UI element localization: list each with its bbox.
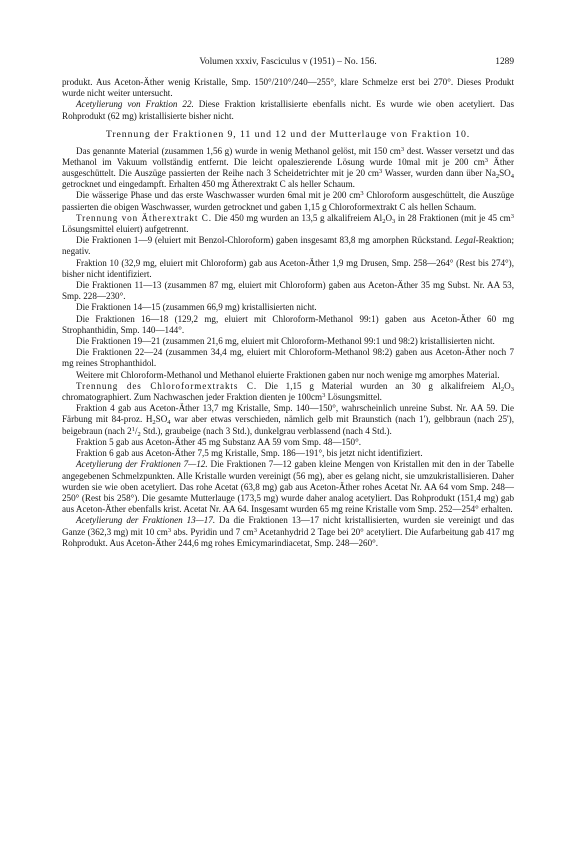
paragraph-trennung-aetherextrakt: Trennung von Ätherextrakt C. Die 450 mg wurden an 13,5 g alkalifreiem $Al_2O_3$ in 28 Fraktionen (mit je 45 $cm^3$ Lösungsmittel eluiert) aufgetrennt. bbox=[62, 212, 514, 235]
paragraph-fraktionen-19-21: Die Fraktionen 19—21 (zusammen 21,6 mg, eluiert mit Chloroform-Methanol 99:1 und 98:2) kristallisierten nicht. bbox=[76, 336, 495, 347]
paragraph-material: Das genannte Material (zusammen 1,56 g) wurde in wenig Methanol gelöst, mit 150 $cm^3$ dest. Wasser versetzt und das Methanol im Vakuum vollständig entfernt. Die leicht opaleszierende Lösung wurde 10mal mit je 200 $cm^3$ Äther ausgeschüttelt. Die Auszüge passierten der Reihe nach 3 Scheidetrichter mit je 20 $cm^3$ Wasser, wurden dann über $Na_2SO_4$ getrocknet und eingedampft. Erhalten 450 mg Ätherextrakt C als heller Schaum. bbox=[62, 145, 514, 190]
running-head bbox=[62, 57, 514, 71]
paragraph-fraktion-4: Fraktion 4 gab aus Aceton-Äther 13,7 mg Kristalle, Smp. 140—150°, wahrscheinlich unreine Subst. Nr. AA 59. Die Färbung mit 84-proz. $H_2SO_4$ war aber etwas verschieden, nämlich gelb mit Braunstich (nach 1'), gelbbraun (nach 25'), beigebraun (nach $2^1/_2$ Std.), graubeige (nach 3 Std.), dunkelgrau verblassend (nach 4 Std.). bbox=[62, 403, 514, 438]
paragraph-lead-italic: Acetylierung der Fraktionen 7—12. bbox=[76, 459, 208, 470]
run-in-heading: Trennung von Ätherextrakt C. bbox=[76, 212, 212, 223]
paragraph-lead-italic: Acetylierung von Fraktion 22. bbox=[76, 99, 194, 110]
paragraph-1: produkt. Aus Aceton-Äther wenig Kristalle, Smp. 150°/210°/240—255°, klare Schmelze erst bei 270°. Dieses Produkt wurde nicht weiter untersucht. bbox=[62, 77, 514, 99]
paragraph-acetylierung-13-17: Acetylierung der Fraktionen 13—17. Da die Fraktionen 13—17 nicht kristallisierten, wurden sie vereinigt und das Ganze (362,3 mg) mit 10 $cm^3$ abs. Pyridin und 7 $cm^3$ Acetanhydrid 2 Tage bei 20° acetyliert. Die Aufarbeitung gab 417 mg Rohprodukt. Aus Aceton-Äther 244,6 mg rohes Emicymarindiacetat, Smp. 248—260°. bbox=[62, 515, 514, 548]
running-title: Volumen xxxiv, Fasciculus v (1951) – No. 156. bbox=[199, 57, 377, 67]
paragraph-fraktion-10: Fraktion 10 (32,9 mg, eluiert mit Chloroform) gab aus Aceton-Äther 1,9 mg Drusen, Smp. 258—264° (Rest bis 274°), bisher nicht identifiziert. bbox=[62, 257, 514, 279]
paragraph-weitere-fraktionen: Weitere mit Chloroform-Methanol und Methanol eluierte Fraktionen gaben nur noch wenige mg amorphes Material. bbox=[76, 369, 500, 380]
paragraph-acetylierung-7-12: Acetylierung der Fraktionen 7—12. Die Fraktionen 7—12 gaben kleine Mengen von Kristallen mit den in der Tabelle angegebenen Schmelzpunkten. Alle Kristalle wurden vereinigt (56 mg), aber es gelang nicht, sie umzukristallisieren. Daher wurden sie wie oben acetyliert. Das rohe Acetat (63,8 mg) gab aus Aceton-Äther rohes Acetat Nr. AA 64 vom Smp. 248—250° (Rest bis 258°). Die gesamte Mutterlauge (173,5 mg) wurde daher analog acetyliert. Das Rohprodukt (151,4 mg) gab aus Aceton-Äther ebenfalls krist. Acetat Nr. AA 64. Insgesamt wurden 65 mg reine Kristalle vom Smp. 252—254° erhalten. bbox=[62, 459, 514, 515]
paragraph-lead-italic: Acetylierung der Fraktionen 13—17. bbox=[76, 515, 216, 526]
paragraph-fraktionen-14-15: Die Fraktionen 14—15 (zusammen 66,9 mg) kristallisierten nicht. bbox=[76, 302, 317, 313]
page-number: 1289 bbox=[495, 57, 514, 67]
paragraph-trennung-chloroformextrakt: Trennung des Chloroformextrakts C. Die 1,15 g Material wurden an 30 g alkalifreiem $Al_2O_3$ chromatographiert. Zum Nachwaschen jeder Fraktion dienten je $100cm^3$ Lösungsmittel. bbox=[62, 380, 514, 403]
paragraph-fraktionen-16-18: Die Fraktionen 16—18 (129,2 mg, eluiert mit Chloroform-Methanol 99:1) gaben aus Aceton-Äther 60 mg Strophanthidin, Smp. 140—144°. bbox=[62, 313, 514, 335]
paragraph-fraktionen-22-24: Die Fraktionen 22—24 (zusammen 34,4 mg, eluiert mit Chloroform-Methanol 98:2) gaben aus Aceton-Äther noch 7 mg reines Strophanthidol. bbox=[62, 347, 514, 369]
paragraph-fraktion-6: Fraktion 6 gab aus Aceton-Äther 7,5 mg Kristalle, Smp. 186—191°, bis jetzt nicht identifiziert. bbox=[76, 448, 423, 459]
section-heading: Trennung der Fraktionen 9, 11 und 12 und der Mutterlauge von Fraktion 10. bbox=[105, 128, 471, 140]
paragraph-fraktionen-11-13: Die Fraktionen 11—13 (zusammen 87 mg, eluiert mit Chloroform) gaben aus Aceton-Äther 35 mg Subst. Nr. AA 53, Smp. 228—230°. bbox=[62, 280, 514, 302]
run-in-heading: Trennung des Chloroformextrakts C. bbox=[76, 380, 258, 391]
paragraph-waessrige-phase: Die wässerige Phase und das erste Waschwasser wurden 6mal mit je 200 $cm^3$ Chloroform ausgeschüttelt, die Auszüge passierten die obigen Waschwasser, wurden getrocknet und gaben 1,15 g Chloroformextrakt C als hellen Schaum. bbox=[62, 190, 515, 212]
paragraph-acetylierung-22: Acetylierung von Fraktion 22. Diese Fraktion kristallisierte ebenfalls nicht. Es wurde wie oben acetyliert. Das Rohprodukt (62 mg) kristallisierte bisher nicht. bbox=[62, 99, 514, 121]
paragraph-fraktionen-1-9: Die Fraktionen 1—9 (eluiert mit Benzol-Chloroform) gaben insgesamt 83,8 mg amorphen Rückstand. Legal-Reaktion; negativ. bbox=[62, 235, 514, 257]
paragraph-fraktion-5: Fraktion 5 gab aus Aceton-Äther 45 mg Substanz AA 59 vom Smp. 48—150°. bbox=[76, 436, 362, 447]
